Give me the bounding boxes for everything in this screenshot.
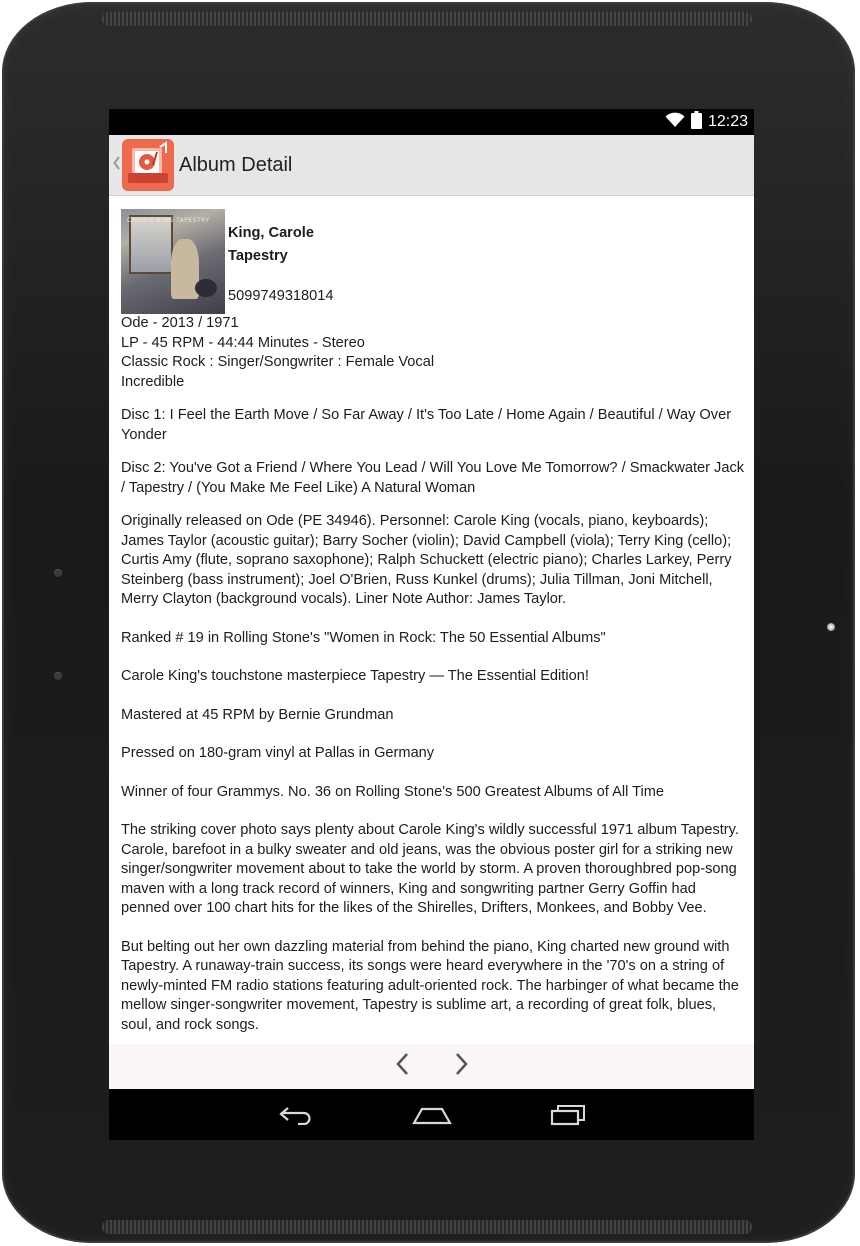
camera-icon: [827, 623, 835, 631]
album-header-text: [228, 209, 334, 314]
album-meta: [121, 314, 745, 392]
status-bar: [109, 109, 754, 135]
up-caret-icon[interactable]: [113, 156, 121, 175]
chevron-left-icon[interactable]: [390, 1049, 414, 1084]
screen: [109, 109, 754, 1140]
disc1-tracks: Disc 1: I Feel the Earth Move / So Far Away / It's Too Late / Home Again / Beautiful / Way Over Yonder: [121, 407, 732, 443]
artist-name: King, Carole: [228, 225, 314, 241]
chevron-right-icon[interactable]: [450, 1049, 474, 1084]
pressed-paragraph: Pressed on 180-gram vinyl at Pallas in Germany: [121, 745, 435, 761]
record-player-icon[interactable]: [122, 139, 174, 191]
touchstone-paragraph: Carole King's touchstone masterpiece Tapestry — The Essential Edition!: [121, 668, 589, 684]
label-year: Ode - 2013 / 1971: [121, 315, 239, 331]
clock: 12:23: [707, 113, 748, 130]
wifi-icon: [665, 112, 685, 133]
speaker-grille-top: [102, 12, 752, 26]
ranked-paragraph: Ranked # 19 in Rolling Stone's "Women in Rock: The 50 Essential Albums": [121, 629, 606, 646]
disc2-tracks: Disc 2: You've Got a Friend / Where You Lead / Will You Love Me Tomorrow? / Smackwater Jack / Tapestry / (You Make Me Feel Like) A Natural Woman: [121, 460, 745, 496]
system-navigation-bar: [109, 1089, 754, 1140]
speaker-grille-bottom: [102, 1220, 752, 1234]
belting-paragraph: But belting out her own dazzling material from behind the piano, King charted new ground with Tapestry. A runaway-train success, its songs were heard everywhere in the '70's on a string of newly-minted FM radio stations featuring adult-oriented rock. The harbinger of what became the mellow singer-songwriter movement, Tapestry is sublime art, a recording of great folk, blues, soul, and rock songs.: [121, 938, 739, 1033]
striking-paragraph: The striking cover photo says plenty about Carole King's wildly successful 1971 album Tapestry. Carole, barefoot in a bulky sweater and old jeans, was the obvious poster girl for a striking new singer/songwriter movement about to take the world by storm. A proven thoroughbred pop-song maven with a long track record of winners, King and songwriting partner Gerry Goffin had penned over 100 chart hits for the likes of the Shirelles, Drifters, Monkees, and Bobby Vee.: [121, 822, 739, 916]
personnel-paragraph: Originally released on Ode (PE 34946). Personnel: Carole King (vocals, piano, keyboards); James Taylor (acoustic guitar); Barry Socher (violin); David Campbell (viola); Terry King (cello); Curtis Amy (flute, soprano saxophone); Ralph Schuckett (electric piano); Charles Larkey, Perry Steinberg (bass instrument); Joel O'Brien, Russ Kunkel (drums); Julia Tillman, Joni Mitchell, Merry Clayton (background vocals). Liner Note Author: James Taylor.: [121, 513, 732, 607]
pager-bar: [109, 1044, 754, 1089]
cover-title-text: CAROLE KING TAPESTRY: [127, 217, 210, 224]
back-icon[interactable]: [268, 1097, 324, 1133]
format-info: LP - 45 RPM - 44:44 Minutes - Stereo: [121, 334, 365, 351]
album-title: Tapestry: [228, 248, 288, 264]
winner-paragraph: Winner of four Grammys. No. 36 on Rolling Stone's 500 Greatest Albums of All Time: [121, 783, 664, 800]
rating: Incredible: [121, 373, 185, 390]
album-cover-image: [121, 209, 225, 314]
side-button-lower: [54, 672, 62, 680]
album-detail-content[interactable]: [121, 209, 745, 1044]
recents-icon[interactable]: [540, 1097, 596, 1133]
album-header: [121, 209, 745, 314]
page-title: Album Detail: [179, 153, 293, 176]
side-button-upper: [54, 569, 62, 577]
cover-cat: [195, 279, 217, 297]
home-icon[interactable]: [404, 1097, 460, 1133]
battery-icon: [691, 111, 702, 134]
genre-info: Classic Rock : Singer/Songwriter : Female Vocal: [121, 354, 435, 370]
catalog-number: 5099749318014: [228, 288, 334, 304]
mastered-paragraph: Mastered at 45 RPM by Bernie Grundman: [121, 706, 394, 723]
action-bar: [109, 135, 754, 196]
